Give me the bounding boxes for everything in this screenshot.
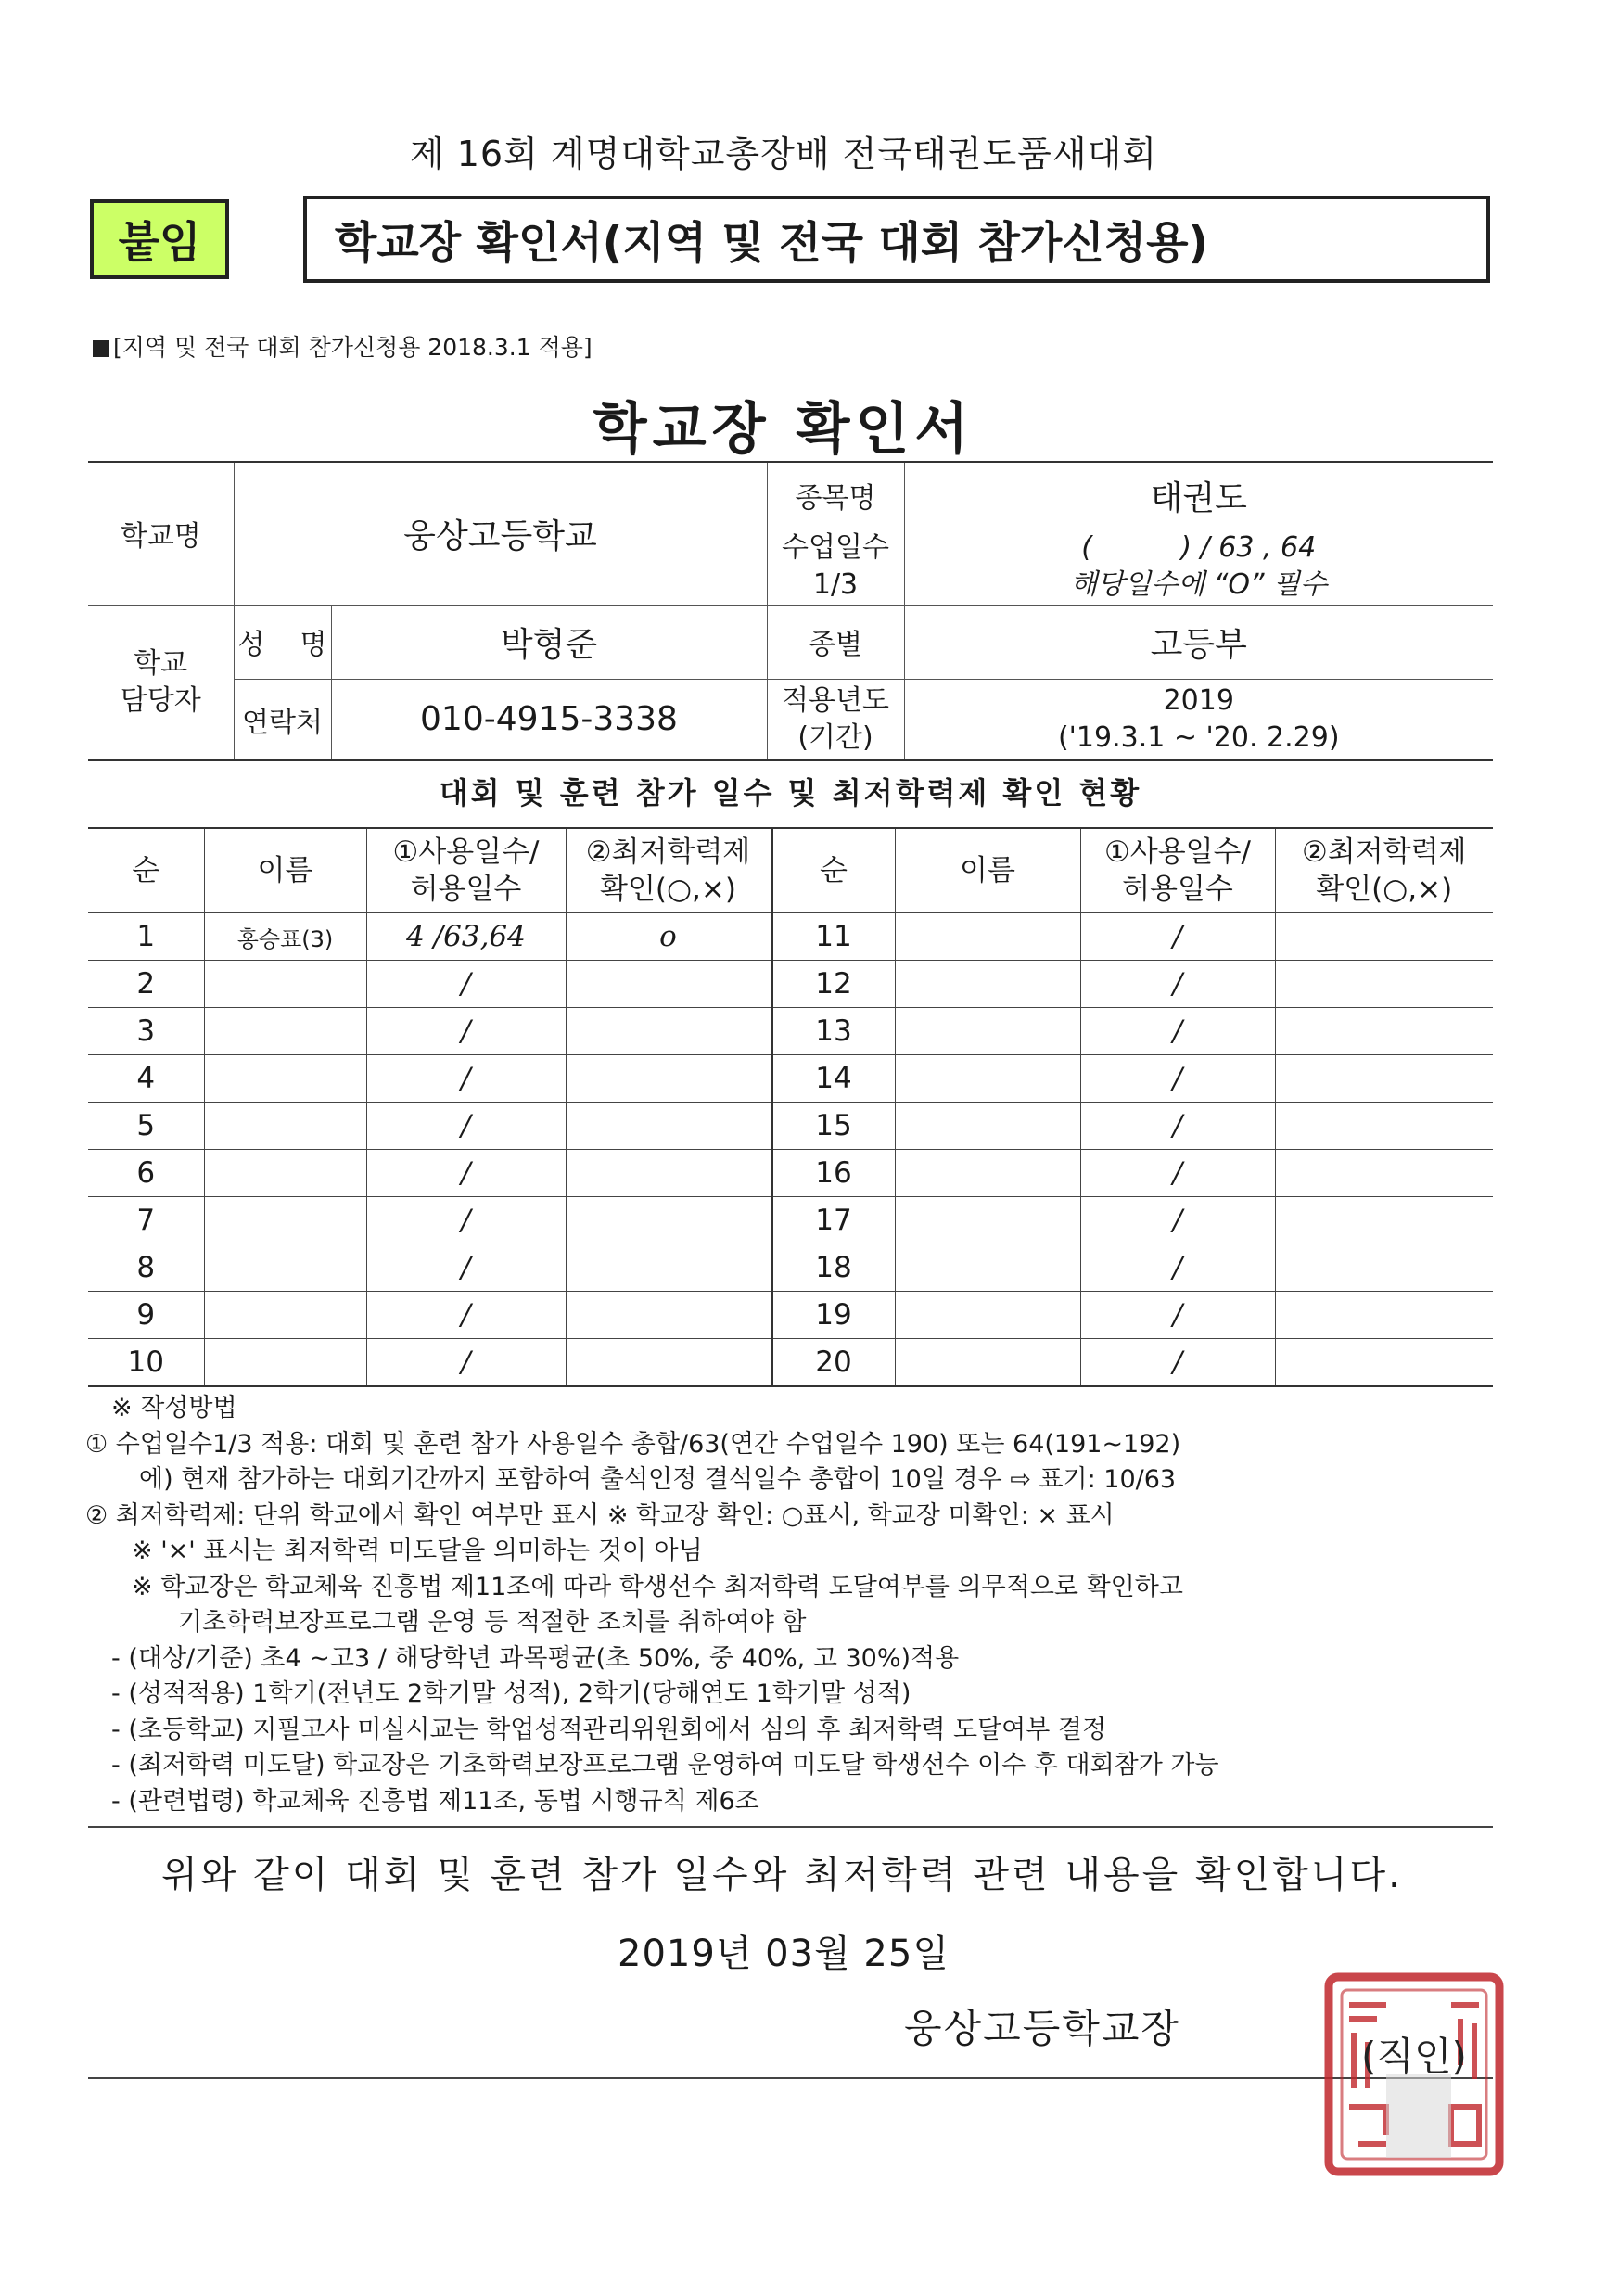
row-name	[204, 1008, 366, 1055]
row-min-right	[1275, 1008, 1493, 1055]
table-row	[88, 1292, 1493, 1339]
year-value: 2019	[1163, 683, 1234, 717]
row-days: /	[366, 1055, 566, 1103]
row-name	[204, 1292, 366, 1339]
col-min-header-right-2: 확인(○,×)	[1316, 873, 1453, 906]
row-days-right: /	[1080, 1244, 1275, 1292]
name-label: 성 명	[234, 605, 331, 679]
row-min-right	[1275, 1292, 1493, 1339]
year-label-1: 적용년도	[782, 683, 889, 717]
note-not-met: - (최저학력 미도달) 학교장은 기초학력보장프로그램 운영하여 미도달 학생선수 이수 후 대회참가 가능	[111, 1751, 1219, 1779]
row-days: /	[366, 1244, 566, 1292]
row-no: 4	[88, 1055, 204, 1103]
class-days-ratio: 1/3	[812, 568, 859, 601]
row-name	[204, 1150, 366, 1197]
row-no-right: 15	[771, 1103, 895, 1150]
col-days-header-right-1: ①사용일수/	[1103, 835, 1252, 869]
table-row	[88, 1150, 1493, 1197]
division-value: 고등부	[904, 605, 1493, 679]
col-name-header: 이름	[204, 828, 366, 913]
row-days-right: /	[1080, 1103, 1275, 1150]
name-value: 박형준	[331, 605, 767, 679]
row-no-right: 11	[771, 913, 895, 961]
row-no: 9	[88, 1292, 204, 1339]
row-no-right: 19	[771, 1292, 895, 1339]
row-no: 2	[88, 961, 204, 1008]
table-row	[88, 1339, 1493, 1387]
row-name-right	[895, 961, 1080, 1008]
event-value: 태권도	[904, 462, 1493, 529]
row-min-right	[1275, 1244, 1493, 1292]
division-label: 종별	[767, 605, 904, 679]
row-name-right	[895, 1150, 1080, 1197]
row-no-right: 14	[771, 1055, 895, 1103]
table-row	[88, 913, 1493, 961]
row-name-right	[895, 1103, 1080, 1150]
row-min-right	[1275, 1339, 1493, 1387]
row-days: /	[366, 1197, 566, 1244]
info-table	[88, 461, 1493, 761]
note-2-remark-a: ※ '×' 표시는 최저학력 미도달을 의미하는 것이 아님	[132, 1537, 703, 1565]
row-no-right: 13	[771, 1008, 895, 1055]
row-min-right	[1275, 1055, 1493, 1103]
col-min-header-right-1: ②최저학력제	[1301, 835, 1467, 869]
row-name	[204, 1244, 366, 1292]
row-name-right	[895, 1292, 1080, 1339]
row-days: /	[366, 1008, 566, 1055]
row-name-right	[895, 1339, 1080, 1387]
row-days: /	[366, 1292, 566, 1339]
row-min	[566, 1197, 771, 1244]
row-name	[204, 1103, 366, 1150]
note-criteria: - (대상/기준) 초4 ~고3 / 해당학년 과목평균(초 50%, 중 40%, 고 30%)적용	[111, 1643, 960, 1673]
table-row	[88, 961, 1493, 1008]
row-name-right	[895, 1244, 1080, 1292]
event-title: 제 16회 계명대학교총장배 전국태권도품새대회	[409, 134, 1158, 174]
table-row	[88, 1197, 1493, 1244]
table-header-row	[88, 828, 1493, 913]
year-value-cell	[904, 679, 1493, 760]
row-days: 4 /63,64	[366, 913, 566, 961]
participation-table	[88, 827, 1493, 1387]
row-days: /	[366, 1339, 566, 1387]
class-days-note: 해당일수에 “O” 필수	[1070, 568, 1328, 601]
document-title: 학교장 확인서	[593, 397, 975, 462]
row-days-right: /	[1080, 1150, 1275, 1197]
row-days-right: /	[1080, 961, 1275, 1008]
row-no: 5	[88, 1103, 204, 1150]
class-days-value-cell	[904, 529, 1493, 605]
row-min-right	[1275, 1150, 1493, 1197]
note-grade-apply: - (성적적용) 1학기(전년도 2학기말 성적), 2학기(당해연도 1학기말 성적)	[111, 1679, 911, 1708]
row-days: /	[366, 1103, 566, 1150]
confirmation-text: 위와 같이 대회 및 훈련 참가 일수와 최저학력 관련 내용을 확인합니다.	[161, 1854, 1403, 1896]
table-row	[88, 1055, 1493, 1103]
note-2: ② 최저학력제: 단위 학교에서 확인 여부만 표시 ※ 학교장 확인: ○표시, 학교장 미확인: × 표시	[85, 1500, 1115, 1530]
note-2-remark-b-cont: 기초학력보장프로그램 운영 등 적절한 조치를 취하여야 함	[178, 1608, 807, 1637]
period-value: ('19.3.1 ~ '20. 2.29)	[1057, 721, 1340, 754]
row-name	[204, 1055, 366, 1103]
row-name-right	[895, 1197, 1080, 1244]
row-name: 홍승표(3)	[204, 913, 366, 961]
note-elementary: - (초등학교) 지필고사 미실시교는 학업성적관리위원회에서 심의 후 최저학력 도달여부 결정	[111, 1715, 1107, 1744]
manager-label-1: 학교	[134, 646, 188, 680]
school-name-value: 웅상고등학교	[234, 462, 767, 605]
table-row	[88, 1008, 1493, 1055]
col-min-header-right	[1275, 828, 1493, 913]
manager-label-2: 담당자	[120, 683, 201, 717]
row-min	[566, 1150, 771, 1197]
contact-label: 연락처	[234, 679, 331, 760]
row-no-right: 20	[771, 1339, 895, 1387]
row-name-right	[895, 1055, 1080, 1103]
row-min-right	[1275, 913, 1493, 961]
table-row	[88, 1103, 1493, 1150]
section-title: 대회 및 훈련 참가 일수 및 최저학력제 확인 현황	[439, 775, 1142, 810]
row-name	[204, 1339, 366, 1387]
attachment-tag: 붙임	[90, 199, 229, 279]
row-no-right: 12	[771, 961, 895, 1008]
row-no: 3	[88, 1008, 204, 1055]
row-days: /	[366, 1150, 566, 1197]
row-days-right: /	[1080, 1339, 1275, 1387]
row-name	[204, 1197, 366, 1244]
row-no-right: 16	[771, 1150, 895, 1197]
row-min	[566, 1055, 771, 1103]
row-name	[204, 961, 366, 1008]
writing-instructions	[85, 1391, 1532, 1819]
banner-title: 학교장 확인서(지역 및 전국 대회 참가신청용)	[303, 196, 1490, 283]
col-name-header-right: 이름	[895, 828, 1080, 913]
participation-rows	[88, 828, 1493, 1386]
note-2-remark-b: ※ 학교장은 학교체육 진흥법 제11조에 따라 학생선수 최저학력 도달여부를 의무적으로 확인하고	[132, 1572, 1183, 1601]
col-days-header-right	[1080, 828, 1275, 913]
row-no: 10	[88, 1339, 204, 1387]
class-days-label	[767, 529, 904, 605]
principal-signature-name: 웅상고등학교장	[904, 2006, 1181, 2051]
event-label: 종목명	[767, 462, 904, 529]
row-name-right	[895, 913, 1080, 961]
contact-value: 010-4915-3338	[331, 679, 767, 760]
row-no: 8	[88, 1244, 204, 1292]
year-label-2: (기간)	[797, 721, 873, 754]
top-note-text: [지역 및 전국 대회 참가신청용 2018.3.1 적용]	[113, 334, 593, 361]
row-no: 1	[88, 913, 204, 961]
row-min	[566, 961, 771, 1008]
row-min	[566, 1292, 771, 1339]
row-min	[566, 1103, 771, 1150]
col-days-header-right-2: 허용일수	[1122, 873, 1233, 906]
row-no-right: 17	[771, 1197, 895, 1244]
class-days-label-text: 수업일수	[782, 531, 889, 564]
col-days-header-1: ①사용일수/	[392, 835, 540, 869]
row-min	[566, 1008, 771, 1055]
row-days-right: /	[1080, 1292, 1275, 1339]
col-no-header: 순	[88, 828, 204, 913]
row-min-right	[1275, 961, 1493, 1008]
row-days-right: /	[1080, 913, 1275, 961]
row-no: 7	[88, 1197, 204, 1244]
note-1-example: 에) 현재 참가하는 대회기간까지 포함하여 출석인정 결석일수 총합이 10일 경우 ⇨ 표기: 10/63	[139, 1465, 1177, 1494]
col-days-header-2: 허용일수	[410, 873, 522, 906]
row-no-right: 18	[771, 1244, 895, 1292]
notes-heading: ※ 작성방법	[111, 1394, 237, 1422]
note-law: - (관련법령) 학교체육 진흥법 제11조, 동법 시행규칙 제6조	[111, 1786, 759, 1816]
note-1: ① 수업일수1/3 적용: 대회 및 훈련 참가 사용일수 총합/63(연간 수업일수 190) 또는 64(191~192)	[85, 1429, 1181, 1459]
official-seal-icon	[1321, 1968, 1507, 2181]
col-min-header-2: 확인(○,×)	[600, 873, 736, 906]
manager-label	[88, 605, 234, 760]
bottom-divider	[88, 2077, 1493, 2079]
col-no-header-right: 순	[771, 828, 895, 913]
row-min-right	[1275, 1103, 1493, 1150]
row-name-right	[895, 1008, 1080, 1055]
square-bullet-icon	[93, 340, 109, 357]
table-row	[88, 1244, 1493, 1292]
row-days-right: /	[1080, 1055, 1275, 1103]
seal-text: (직인)	[1361, 2034, 1467, 2079]
year-label	[767, 679, 904, 760]
row-days-right: /	[1080, 1008, 1275, 1055]
class-days-value: ( ) / 63 , 64	[1081, 531, 1317, 564]
col-min-header-1: ②최저학력제	[585, 835, 751, 869]
row-min	[566, 1244, 771, 1292]
row-days-right: /	[1080, 1197, 1275, 1244]
school-name-label: 학교명	[88, 462, 234, 605]
row-min	[566, 1339, 771, 1387]
col-min-header	[566, 828, 771, 913]
row-days: /	[366, 961, 566, 1008]
sign-date: 2019년 03월 25일	[618, 1932, 950, 1975]
col-days-header	[366, 828, 566, 913]
top-note	[93, 329, 593, 363]
row-no: 6	[88, 1150, 204, 1197]
row-min: o	[566, 913, 771, 961]
row-min-right	[1275, 1197, 1493, 1244]
divider	[88, 1826, 1493, 1828]
